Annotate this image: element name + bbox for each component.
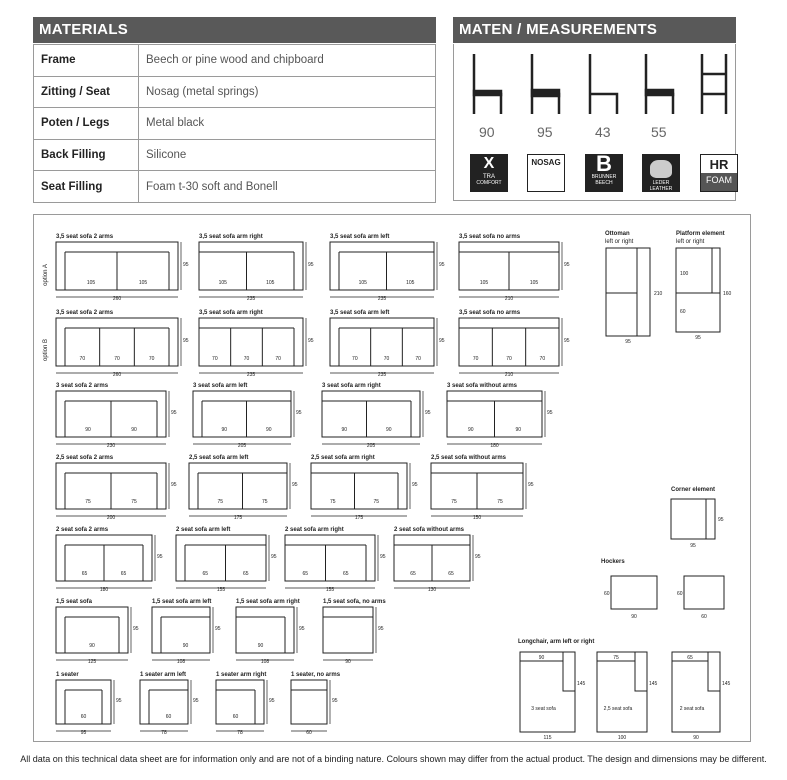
sofa-drawing xyxy=(56,234,189,302)
longchair-width-label: 115 xyxy=(543,735,552,741)
sofa-drawing xyxy=(189,455,298,521)
sofa-outline xyxy=(176,535,266,581)
materials-value: Foam t-30 soft and Bonell xyxy=(139,171,436,203)
sofa-drawing xyxy=(330,234,445,302)
seat-width-label: 90 xyxy=(89,643,95,649)
width-label: 180 xyxy=(490,443,499,449)
seat-width-label: 75 xyxy=(329,499,336,505)
hocker-width-label: 60 xyxy=(701,614,707,620)
corner-outline xyxy=(671,499,715,539)
width-label: 60 xyxy=(306,730,312,736)
materials-label: Poten / Legs xyxy=(34,108,139,140)
depth-label: 95 xyxy=(292,482,298,488)
option-label: option B xyxy=(43,338,49,362)
width-label: 78 xyxy=(161,730,167,736)
seat-width-label: 65 xyxy=(448,571,454,577)
depth-label: 95 xyxy=(308,262,314,268)
sofa-title: 3,5 seat sofa no arms xyxy=(459,310,521,316)
sofa-title: 1,5 seat sofa arm right xyxy=(236,599,300,605)
hr-foam-badge xyxy=(700,154,738,192)
depth-label: 95 xyxy=(439,262,445,268)
materials-row xyxy=(34,45,436,77)
badge-top: HR xyxy=(709,157,729,172)
seat-width-label: 60 xyxy=(80,714,87,720)
measurement-value: 55 xyxy=(651,124,667,140)
badge-sub: TRA xyxy=(483,174,495,180)
seat-width-label: 75 xyxy=(451,499,457,505)
ottoman-title: Ottoman xyxy=(605,231,630,237)
sofa-outline xyxy=(311,463,407,509)
materials-label: Frame xyxy=(34,45,139,77)
depth-label: 95 xyxy=(380,554,386,560)
longchair-top-label: 75 xyxy=(613,655,619,661)
materials-value: Nosag (metal springs) xyxy=(139,76,436,108)
sofa-title: 3 seat sofa arm right xyxy=(322,383,381,389)
seat-width-label: 70 xyxy=(506,356,512,362)
sofa-drawing xyxy=(459,234,570,302)
depth-label: 95 xyxy=(378,626,384,632)
sofa-outline xyxy=(193,391,291,437)
sofa-drawing xyxy=(199,310,314,378)
sofa-drawing xyxy=(199,234,314,302)
depth-label: 95 xyxy=(308,338,314,344)
measurement-value: 43 xyxy=(595,124,611,140)
platform-depth-label: 160 xyxy=(723,291,732,297)
sofa-title: 2,5 seat sofa without arms xyxy=(431,455,507,461)
sofa-title: 2 seat sofa arm right xyxy=(285,527,344,533)
sofa-outline xyxy=(323,607,373,653)
sofa-drawing xyxy=(236,599,305,665)
sofa-outline xyxy=(216,680,264,724)
seat-width-label: 90 xyxy=(467,427,474,433)
longchair-label: 2,5 seat sofa xyxy=(603,706,633,712)
depth-label: 95 xyxy=(133,626,139,632)
longchair-depth-label: 145 xyxy=(649,681,658,687)
seat-width-label: 65 xyxy=(410,571,416,577)
ottoman-width-label: 95 xyxy=(625,339,631,345)
sofa-drawing xyxy=(394,527,481,593)
ottoman-outline xyxy=(606,248,650,336)
corner-title: Corner element xyxy=(671,487,716,493)
seat-width-label: 105 xyxy=(138,280,148,286)
depth-label: 95 xyxy=(193,698,199,704)
ottoman-subtitle: left or right xyxy=(605,239,634,245)
sofa-outline xyxy=(199,242,303,290)
sofa-drawing xyxy=(330,310,445,378)
badge-top: B xyxy=(596,151,612,176)
seat-width-label: 75 xyxy=(217,499,224,505)
materials-row xyxy=(34,76,436,108)
width-label: 130 xyxy=(427,587,437,593)
materials-value: Metal black xyxy=(139,108,436,140)
longchair-width-label: 100 xyxy=(617,735,627,741)
sofa-drawing xyxy=(56,599,139,665)
platform-width-label: 95 xyxy=(695,335,701,341)
ottoman-lines xyxy=(606,248,637,336)
longchair-outline xyxy=(672,652,720,732)
sofa-title: 3,5 seat sofa arm right xyxy=(199,310,263,316)
sofa-drawing xyxy=(447,383,553,449)
depth-label: 95 xyxy=(412,482,418,488)
width-label: 180 xyxy=(99,587,109,593)
longchair-depth-label: 145 xyxy=(722,681,731,687)
width-label: 90 xyxy=(345,659,351,665)
seat-width-label: 65 xyxy=(120,571,127,577)
width-label: 175 xyxy=(354,515,364,521)
sofa-drawing xyxy=(291,672,341,736)
seat-width-label: 70 xyxy=(243,356,250,362)
sofa-title: 1 seater, no arms xyxy=(291,672,341,678)
longchair-top-label: 90 xyxy=(538,655,545,661)
sofa-title: 1 seater arm left xyxy=(140,672,187,678)
sofa-drawing xyxy=(152,599,221,665)
sofa-outline xyxy=(189,463,287,509)
measurement-value: 95 xyxy=(537,124,553,140)
sofa-drawing xyxy=(56,527,163,593)
sofa-outline xyxy=(330,242,434,290)
seat-width-label: 65 xyxy=(302,571,309,577)
sofa-drawing xyxy=(323,599,386,665)
sofa-title: 3,5 seat sofa 2 arms xyxy=(56,234,114,240)
longchair-outline xyxy=(520,652,575,732)
measurements-panel xyxy=(453,44,736,201)
seat-width-label: 70 xyxy=(472,356,479,362)
nosag-badge xyxy=(527,154,565,192)
sofa-outline xyxy=(140,680,188,724)
badge-top: X xyxy=(483,155,495,172)
seat-width-label: 70 xyxy=(352,356,358,362)
width-label: 235 xyxy=(377,372,387,378)
seat-width-label: 70 xyxy=(539,356,546,362)
materials-header: MATERIALS xyxy=(33,17,436,43)
sofa-drawing xyxy=(56,672,122,736)
ottoman-depth-label: 210 xyxy=(654,291,663,297)
depth-label: 95 xyxy=(439,338,445,344)
materials-label: Zitting / Seat xyxy=(34,76,139,108)
longchair-lines xyxy=(520,652,575,691)
width-label: 210 xyxy=(504,372,514,378)
materials-row xyxy=(34,139,436,171)
sofa-title: 1,5 seat sofa xyxy=(56,599,93,605)
longchair-top-label: 65 xyxy=(687,655,693,661)
sofa-title: 2 seat sofa arm left xyxy=(176,527,231,533)
width-label: 260 xyxy=(112,372,122,378)
platform-outline xyxy=(676,248,720,332)
hocker-small xyxy=(684,576,724,609)
corner-depth-label: 95 xyxy=(718,517,724,523)
seat-width-label: 60 xyxy=(232,714,239,720)
corner-width-label: 95 xyxy=(690,543,696,549)
depth-label: 95 xyxy=(171,410,177,416)
sofa-title: 1,5 seat sofa, no arms xyxy=(323,599,386,605)
seat-width-label: 90 xyxy=(182,643,189,649)
depth-label: 95 xyxy=(564,338,570,344)
platform-title: Platform element xyxy=(676,231,725,237)
depth-label: 95 xyxy=(271,554,277,560)
depth-label: 95 xyxy=(528,482,534,488)
longchair-lines xyxy=(597,652,647,691)
option-label: option A xyxy=(43,264,49,286)
seat-width-label: 70 xyxy=(415,356,421,362)
width-label: 108 xyxy=(260,659,270,665)
seat-width-label: 75 xyxy=(85,499,91,505)
sofa-drawing xyxy=(140,672,199,736)
sofa-title: 3 seat sofa without arms xyxy=(447,383,518,389)
seat-width-label: 105 xyxy=(529,280,539,286)
badge-bottom: LEDER LEATHER xyxy=(649,180,673,192)
badge-bottom: COMFORT xyxy=(476,180,502,186)
seat-width-label: 75 xyxy=(261,499,268,505)
seat-width-label: 70 xyxy=(383,356,390,362)
width-label: 155 xyxy=(325,587,335,593)
seat-width-label: 70 xyxy=(275,356,281,362)
seat-width-label: 105 xyxy=(218,280,227,286)
depth-label: 95 xyxy=(269,698,275,704)
sofa-title: 3 seat sofa 2 arms xyxy=(56,383,109,389)
seat-width-label: 70 xyxy=(114,356,120,362)
sofa-drawing xyxy=(431,455,534,521)
sofa-title: 3,5 seat sofa arm right xyxy=(199,234,263,240)
depth-label: 95 xyxy=(171,482,177,488)
longchair-label: 2 seat sofa xyxy=(679,706,705,712)
badge-top: NOSAG xyxy=(531,158,561,167)
seat-width-label: 70 xyxy=(212,356,218,362)
leather-badge xyxy=(642,154,680,192)
seat-width-label: 65 xyxy=(242,571,249,577)
depth-label: 95 xyxy=(157,554,163,560)
seat-width-label: 65 xyxy=(81,571,88,577)
sofa-drawing xyxy=(176,527,277,593)
seat-width-label: 75 xyxy=(373,499,380,505)
depth-label: 95 xyxy=(332,698,338,704)
sofa-title: 3,5 seat sofa no arms xyxy=(459,234,521,240)
width-label: 78 xyxy=(237,730,243,736)
hocker-width-label: 90 xyxy=(631,614,637,620)
longchair-width-label: 90 xyxy=(693,735,699,741)
sofa-title: 2,5 seat sofa arm right xyxy=(311,455,375,461)
materials-row xyxy=(34,108,436,140)
sofa-drawing xyxy=(311,455,418,521)
depth-label: 95 xyxy=(425,410,431,416)
sofa-title: 2,5 seat sofa arm left xyxy=(189,455,249,461)
sofa-outline xyxy=(291,680,327,724)
sofa-drawing xyxy=(285,527,386,593)
sofa-title: 3,5 seat sofa arm left xyxy=(330,234,390,240)
sofa-drawing xyxy=(459,310,570,378)
hocker-large xyxy=(611,576,657,609)
seat-width-label: 75 xyxy=(131,499,137,505)
seat-width-label: 105 xyxy=(479,280,489,286)
sofa-drawing xyxy=(56,455,177,521)
width-label: 235 xyxy=(377,296,387,302)
materials-value: Silicone xyxy=(139,139,436,171)
materials-table xyxy=(33,44,436,203)
materials-value: Beech or pine wood and chipboard xyxy=(139,45,436,77)
platform-subtitle: left or right xyxy=(676,239,705,245)
depth-label: 95 xyxy=(183,262,189,268)
sofa-drawing xyxy=(216,672,275,736)
width-label: 108 xyxy=(176,659,186,665)
width-label: 155 xyxy=(216,587,226,593)
seat-width-label: 105 xyxy=(86,280,96,286)
longchair-label: 3 seat sofa xyxy=(531,706,556,712)
sofa-dimensions-diagram xyxy=(33,214,751,742)
sofa-drawing xyxy=(193,383,302,449)
width-label: 200 xyxy=(106,515,116,521)
depth-label: 95 xyxy=(547,410,553,416)
sofa-drawing xyxy=(56,310,189,378)
depth-label: 95 xyxy=(116,698,122,704)
depth-label: 95 xyxy=(296,410,302,416)
measurement-value: 90 xyxy=(479,124,495,140)
materials-row xyxy=(34,171,436,203)
longchair-title: Longchair, arm left or right xyxy=(518,639,595,645)
seat-width-label: 60 xyxy=(165,714,172,720)
seat-width-label: 70 xyxy=(79,356,86,362)
sofa-title: 3,5 seat sofa arm left xyxy=(330,310,390,316)
sofa-drawing xyxy=(56,383,177,449)
width-label: 210 xyxy=(504,296,514,302)
seat-width-label: 75 xyxy=(497,499,503,505)
seat-width-label: 90 xyxy=(265,427,272,433)
width-label: 205 xyxy=(237,443,247,449)
sofa-title: 1 seater xyxy=(56,672,79,678)
sofa-title: 2 seat sofa without arms xyxy=(394,527,465,533)
platform-top-label: 100 xyxy=(680,271,689,277)
sofa-outline xyxy=(322,391,420,437)
seat-width-label: 90 xyxy=(85,427,91,433)
hockers-title: Hockers xyxy=(601,559,625,565)
width-label: 230 xyxy=(106,443,116,449)
disclaimer: All data on this technical data sheet are for information only and are not of a binding nature. Colours shown may differ from the actual product. The design and dimensions may be different. xyxy=(20,754,767,764)
sofa-title: 3,5 seat sofa 2 arms xyxy=(56,310,114,316)
materials-label: Back Filling xyxy=(34,139,139,171)
seat-width-label: 105 xyxy=(406,280,415,286)
sofa-drawing xyxy=(322,383,431,449)
depth-label: 95 xyxy=(564,262,570,268)
seat-width-label: 70 xyxy=(148,356,155,362)
width-label: 95 xyxy=(80,730,87,736)
longchair-depth-label: 145 xyxy=(577,681,586,687)
longchair-outline xyxy=(597,652,647,732)
seat-width-label: 90 xyxy=(341,427,348,433)
seat-width-label: 90 xyxy=(221,427,228,433)
seat-width-label: 65 xyxy=(342,571,349,577)
b-badge xyxy=(585,151,623,192)
seat-width-label: 105 xyxy=(358,280,367,286)
chair-silhouettes xyxy=(454,44,737,124)
sofa-title: 1,5 seat sofa arm left xyxy=(152,599,212,605)
seat-width-label: 90 xyxy=(385,427,392,433)
hocker-depth-label: 60 xyxy=(604,591,610,597)
depth-label: 95 xyxy=(215,626,221,632)
width-label: 260 xyxy=(112,296,122,302)
seat-height-marker xyxy=(474,91,501,95)
sofa-title: 1 seater arm right xyxy=(216,672,267,678)
sofa-title: 2,5 seat sofa 2 arms xyxy=(56,455,114,461)
platform-bottom-label: 60 xyxy=(680,309,686,315)
seat-width-label: 105 xyxy=(266,280,275,286)
width-label: 235 xyxy=(246,296,256,302)
width-label: 235 xyxy=(246,372,256,378)
seat-width-label: 90 xyxy=(257,643,264,649)
sofa-title: 2 seat sofa 2 arms xyxy=(56,527,109,533)
xtra-comfort-badge xyxy=(470,154,508,192)
seat-width-label: 90 xyxy=(131,427,137,433)
seat-width-label: 90 xyxy=(515,427,522,433)
badge-bottom: FOAM xyxy=(706,175,732,185)
width-label: 125 xyxy=(87,659,97,665)
width-label: 150 xyxy=(472,515,482,521)
dimension-drawings xyxy=(34,215,752,743)
depth-label: 95 xyxy=(183,338,189,344)
hocker-depth-label: 60 xyxy=(677,591,683,597)
depth-label: 95 xyxy=(299,626,305,632)
sofa-outline xyxy=(285,535,375,581)
leather-hide-icon xyxy=(650,160,672,178)
sofa-title: 3 seat sofa arm left xyxy=(193,383,248,389)
depth-label: 95 xyxy=(475,554,481,560)
materials-label: Seat Filling xyxy=(34,171,139,203)
width-label: 175 xyxy=(233,515,243,521)
seat-width-label: 65 xyxy=(202,571,209,577)
badge-bottom: BRUNNER BEECH xyxy=(591,174,617,186)
measurements-header: MATEN / MEASUREMENTS xyxy=(453,17,736,43)
width-label: 205 xyxy=(366,443,376,449)
longchair-lines xyxy=(672,652,720,691)
